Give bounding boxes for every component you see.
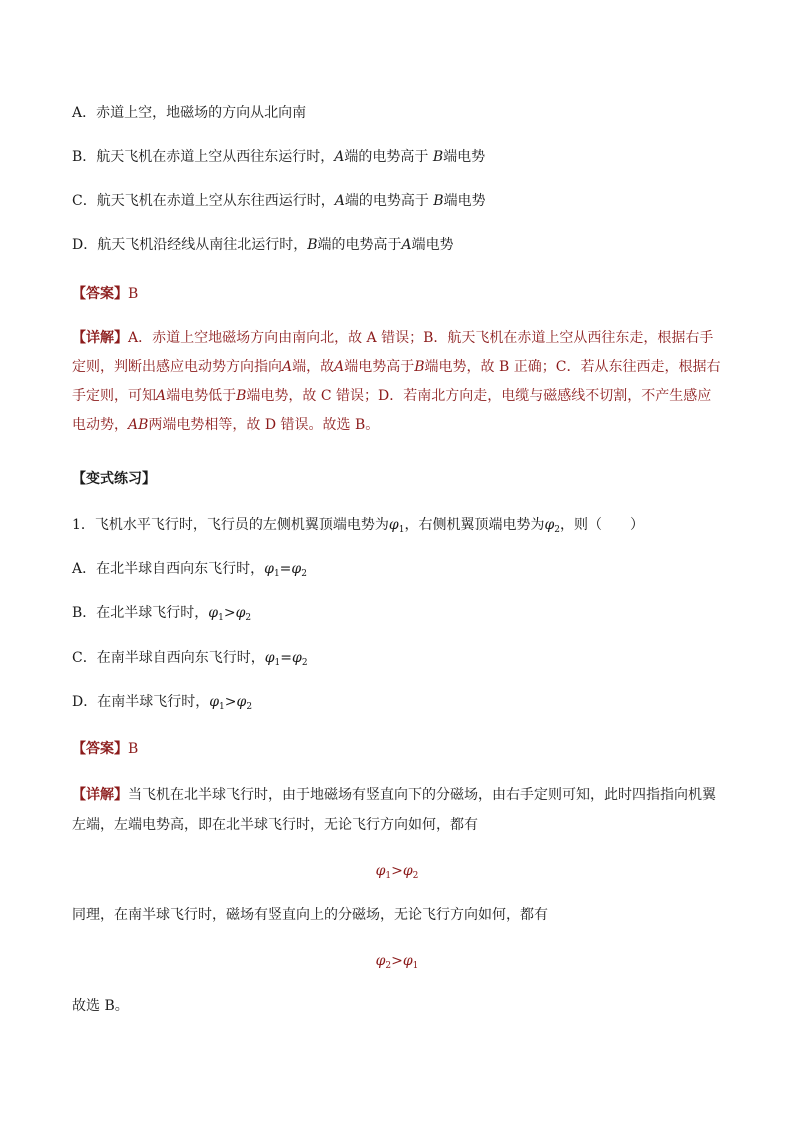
q1-detail-s2: 端，故: [292, 359, 335, 375]
q1-option-d: [72, 234, 722, 256]
q1-detail-v4: A: [156, 388, 167, 404]
q2-answer: [72, 738, 722, 760]
q2-eq2-sub1: 2: [385, 961, 392, 971]
q2-option-c-text: C．在南半球自西向东飞行时，: [72, 650, 265, 666]
q2-eq2-sub2: 1: [412, 961, 419, 971]
q2-option-c-phi2: φ: [292, 650, 302, 666]
q2-detail-label: 【详解】: [72, 787, 128, 803]
q1-option-c-var2: B: [433, 193, 444, 209]
q1-option-c-var1: A: [334, 193, 345, 209]
q2-eq1-phi2: φ: [402, 863, 413, 879]
q2-eq1-op: >: [391, 863, 403, 879]
q2-stem-sub2: 2: [554, 525, 560, 535]
q2-option-d-phi1: φ: [209, 694, 220, 710]
q2-option-a-op: =: [279, 561, 292, 577]
q1-option-d-var2: A: [401, 237, 412, 253]
q2-answer-label: 【答案】: [72, 741, 128, 757]
q2-option-a-sub1: 1: [273, 569, 280, 579]
q2-stem-part3: ，则（ ）: [560, 517, 644, 533]
q2-option-d-sub1: 1: [219, 702, 225, 712]
q2-option-a-sub2: 2: [301, 569, 307, 579]
q1-detail-label: 【详解】: [72, 330, 128, 346]
q1-detail-s1: A．赤道上空地磁场方向由南向北，故 A 错误；B．航天飞机在赤道上空从西往东走，根据右手定则，判断出感应电动势方向指向: [72, 330, 714, 375]
q1-option-c-part1: C．航天飞机在赤道上空从东往西运行时，: [72, 193, 335, 209]
q1-option-b-part2: 端的电势高于: [344, 149, 433, 165]
q2-stem-part2: ，右侧机翼顶端电势为: [404, 517, 545, 533]
q2-option-d-op: >: [224, 694, 237, 710]
q2-stem: [72, 514, 722, 541]
q2-option-c-phi1: φ: [264, 650, 275, 666]
q1-answer: [72, 283, 722, 305]
q2-answer-value: B: [128, 741, 139, 757]
q1-detail-v6: AB: [128, 417, 149, 433]
q2-detail-s2: 同理，在南半球飞行时，磁场有竖直向上的分磁场，无论飞行方向如何，都有: [72, 907, 548, 923]
q2-option-b-sub2: 2: [245, 613, 252, 623]
q2-option-b-text: B．在北半球飞行时，: [72, 605, 209, 621]
q2-option-b-op: >: [223, 605, 236, 621]
q2-option-c-sub2: 2: [301, 658, 308, 668]
q2-option-a-text: A．在北半球自西向东飞行时，: [72, 561, 265, 577]
q2-option-b-sub1: 1: [218, 613, 224, 623]
section-title-text: 【变式练习】: [72, 471, 156, 487]
q2-option-b: [72, 602, 722, 629]
q2-stem-part1: 1．飞机水平飞行时，飞行员的左侧机翼顶端电势为: [72, 517, 389, 533]
q2-detail: [72, 780, 722, 840]
q1-option-b-part1: B．航天飞机在赤道上空从西往东运行时，: [72, 149, 335, 165]
q2-option-a: [72, 558, 722, 585]
q2-option-d: [72, 691, 722, 718]
q2-detail-s3: 故选 B。: [72, 998, 129, 1014]
q2-option-a-phi2: φ: [291, 561, 302, 577]
q2-stem-phi1: φ: [388, 517, 399, 533]
q2-option-c: [72, 647, 722, 674]
q1-detail-v3: B: [414, 359, 425, 375]
q2-detail-s2-line: [72, 904, 722, 926]
q2-detail-s1: 当飞机在北半球飞行时，由于地磁场有竖直向下的分磁场，由右手定则可知，此时四指指向机翼左端，左端电势高，即在北半球飞行时，无论飞行方向如何，都有: [72, 787, 716, 833]
q2-eq1-sub1: 1: [385, 871, 392, 881]
q1-option-b-part3: 端电势: [443, 149, 486, 165]
q2-option-a-phi1: φ: [264, 561, 274, 577]
q1-detail-s5: 端电势低于: [166, 388, 237, 404]
q1-option-d-part2: 端的电势高于: [317, 237, 402, 253]
q2-option-d-text: D．在南半球飞行时，: [72, 694, 210, 710]
q1-answer-label: 【答案】: [72, 286, 128, 302]
q2-detail-eq1: [0, 860, 794, 887]
q2-eq2-phi1: φ: [375, 953, 386, 969]
q1-detail-v1: A: [282, 359, 293, 375]
q1-option-c-part2: 端的电势高于: [344, 193, 434, 209]
q2-option-d-sub2: 2: [246, 702, 253, 712]
q1-option-b-var1: A: [334, 149, 345, 165]
q1-option-b-var2: B: [432, 149, 444, 165]
q1-option-d-part1: D．航天飞机沿经线从南往北运行时，: [72, 237, 308, 253]
q1-detail-v5: B: [236, 388, 247, 404]
q2-eq1-sub2: 2: [412, 871, 419, 881]
q1-option-a-text: A．赤道上空，地磁场的方向从北向南: [72, 105, 307, 121]
q1-detail-s3: 端电势高于: [344, 359, 415, 375]
q2-option-b-phi1: φ: [208, 605, 219, 621]
section-title: [72, 468, 722, 490]
q2-eq2-op: >: [391, 953, 403, 969]
q2-option-b-phi2: φ: [235, 605, 246, 621]
q1-answer-value: B: [128, 286, 139, 302]
q1-detail-s7: 两端电势相等，故 D 错误。故选 B。: [148, 417, 380, 433]
q1-option-d-part3: 端电势: [411, 237, 454, 253]
q1-option-a: [72, 102, 722, 124]
q1-detail: [72, 324, 722, 440]
q2-eq1-phi1: φ: [375, 863, 386, 879]
q1-option-b: [72, 146, 722, 168]
q2-option-d-phi2: φ: [236, 694, 247, 710]
q2-option-c-sub1: 1: [274, 658, 281, 668]
q2-stem-sub1: 1: [398, 525, 405, 535]
q1-option-c: [72, 190, 722, 212]
q2-stem-phi2: φ: [544, 517, 555, 533]
q1-detail-s4: 端电势，故 B 正确；C．若从东往西走，根据右手定则，可知: [72, 359, 721, 404]
q1-option-d-var1: B: [307, 237, 318, 253]
q1-option-c-part3: 端电势: [443, 193, 486, 209]
q2-detail-eq2: [0, 950, 794, 977]
q1-detail-s6: 端电势，故 C 错误；D．若南北方向走，电缆与磁感线不切割，不产生感应电动势，: [72, 388, 712, 433]
q2-option-c-op: =: [280, 650, 292, 666]
q2-eq2-phi2: φ: [402, 953, 413, 969]
q2-detail-conclusion: [72, 995, 722, 1017]
q1-detail-v2: A: [334, 359, 345, 375]
